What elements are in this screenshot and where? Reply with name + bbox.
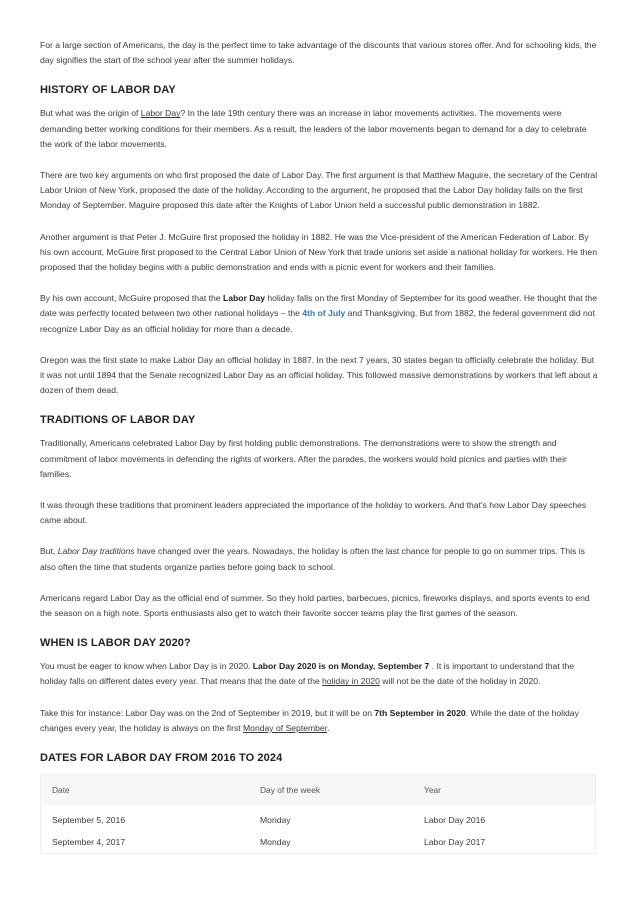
table-cell: Monday: [260, 815, 291, 826]
text-span: Take this for instance: Labor Day was on the 2nd of September in 2019, but it will be on: [40, 707, 375, 718]
when-paragraph-2: [40, 706, 598, 736]
article-body: [40, 38, 598, 854]
labor-day-link[interactable]: Labor Day: [140, 108, 181, 119]
column-header-date: Date: [41, 775, 250, 806]
holiday-2020-link[interactable]: holiday in 2020: [322, 676, 380, 687]
text-span: ? In the late 19th century there was an increase in labor movements activities. The movements were demanding better working conditions for their members. As a result, the leaders of the labor movements began to demand for a day to celebrate the work of the labor movements.: [40, 108, 587, 149]
text-span: .: [327, 722, 330, 733]
bold-text: Labor Day 2020 is on Monday, September 7: [252, 661, 430, 672]
column-header-year: Year: [413, 775, 596, 806]
text-span: But what was the origin of: [40, 108, 141, 119]
fourth-of-july-link[interactable]: 4th of July: [302, 308, 346, 319]
dates-heading: DATES FOR LABOR DAY FROM 2016 TO 2024: [40, 752, 283, 765]
table-header-row: [41, 775, 596, 806]
text-span: By his own account, McGuire proposed that the: [40, 293, 223, 304]
table-cell: September 4, 2017: [52, 837, 126, 848]
history-paragraph-1: [40, 106, 598, 152]
text-span: will not be the date of the holiday in 2020.: [379, 676, 541, 687]
table-cell: Labor Day 2017: [424, 837, 486, 848]
table-cell: September 5, 2016: [52, 815, 126, 826]
traditions-paragraph-2: It was through these traditions that prominent leaders appreciated the importance of the holiday to workers. And that's how Labor Day speeches came about.: [40, 500, 587, 526]
history-heading: HISTORY OF LABOR DAY: [40, 84, 176, 97]
table-row: [41, 805, 596, 831]
when-heading: WHEN IS LABOR DAY 2020?: [40, 637, 191, 650]
monday-of-september-link[interactable]: Monday of September: [243, 722, 328, 733]
history-paragraph-2: There are two key arguments on who first proposed the date of Labor Day. The first argument is that Matthew Maguire, the secretary of the Central Labor Union of New York, proposed the date of the holiday. According to the argument, he proposed that the Labor Day holiday falls on the first Monday of September. Maguire proposed this date after the Knights of Labor Union held a successful public demonstration in 1882.: [40, 170, 598, 211]
dates-table: [40, 774, 596, 854]
when-paragraph-1: [40, 659, 598, 689]
history-paragraph-4: [40, 291, 598, 337]
text-span: . It is important to understand that the holiday falls on different dates every year. That means that the date of the: [40, 661, 575, 687]
text-span: holiday falls on the first Monday of September for its good weather. He thought that the date was perfectly located between two other national holidays – the: [40, 293, 597, 319]
bold-text: Labor Day: [222, 293, 265, 304]
traditions-paragraph-3: [40, 544, 598, 574]
traditions-paragraph-1: Traditionally, Americans celebrated Labor Day by first holding public demonstrations. The demonstrations were to show the strength and commitment of labor movements in defending the rights of workers. After the parades, the workers would hold picnics and parties with their families.: [40, 438, 567, 479]
table-row: [41, 831, 596, 854]
history-paragraph-5: Oregon was the first state to make Labor Day an official holiday in 1887. In the next 7 years, 30 states began to officially celebrate the holiday. But it was not until 1894 that the Senate recognized Labor Day as an official holiday. This followed massive demonstrations by workers that left about a dozen of them dead.: [40, 354, 598, 396]
table-cell: Monday: [260, 837, 291, 848]
intro-paragraph: For a large section of Americans, the day is the perfect time to take advantage of the discounts that various stores offer. And for schooling kids, the day signifies the start of the school year after the summer holidays.: [40, 40, 597, 66]
bold-text: 7th September in 2020: [374, 707, 466, 718]
italic-text: Labor Day traditions: [57, 546, 135, 557]
history-paragraph-3: Another argument is that Peter J. McGuire first proposed the holiday in 1882. He was the Vice-president of the American Federation of Labor. By his own account, McGuire first proposed to the Central Labor Union of New York that trade unions set aside a national holiday for workers. He then proposed that the holiday begins with a public demonstration and ends with a picnic event for workers and their families.: [40, 231, 597, 273]
text-span: But,: [40, 546, 58, 557]
text-span: have changed over the years. Nowadays, the holiday is often the last chance for people to go on summer trips. This is also often the time that students organize parties before going back to school.: [40, 546, 585, 572]
text-span: . While the date of the holiday changes every year, the holiday is always on the first: [40, 707, 579, 733]
traditions-paragraph-4: Americans regard Labor Day as the official end of summer. So they hold parties, barbecues, picnics, fireworks displays, and sports events to end the season on a high note. Sports enthusiasts also get to watch their favorite soccer teams play the first games of the season.: [40, 592, 590, 619]
traditions-heading: TRADITIONS OF LABOR DAY: [40, 414, 196, 427]
text-span: You must be eager to know when Labor Day is in 2020.: [40, 661, 253, 672]
column-header-day: Day of the week: [249, 775, 413, 806]
text-span: and Thanksgiving. But from 1882, the federal government did not recognize Labor Day as an official holiday for more than a decade.: [40, 308, 595, 334]
table-cell: Labor Day 2016: [424, 815, 486, 826]
